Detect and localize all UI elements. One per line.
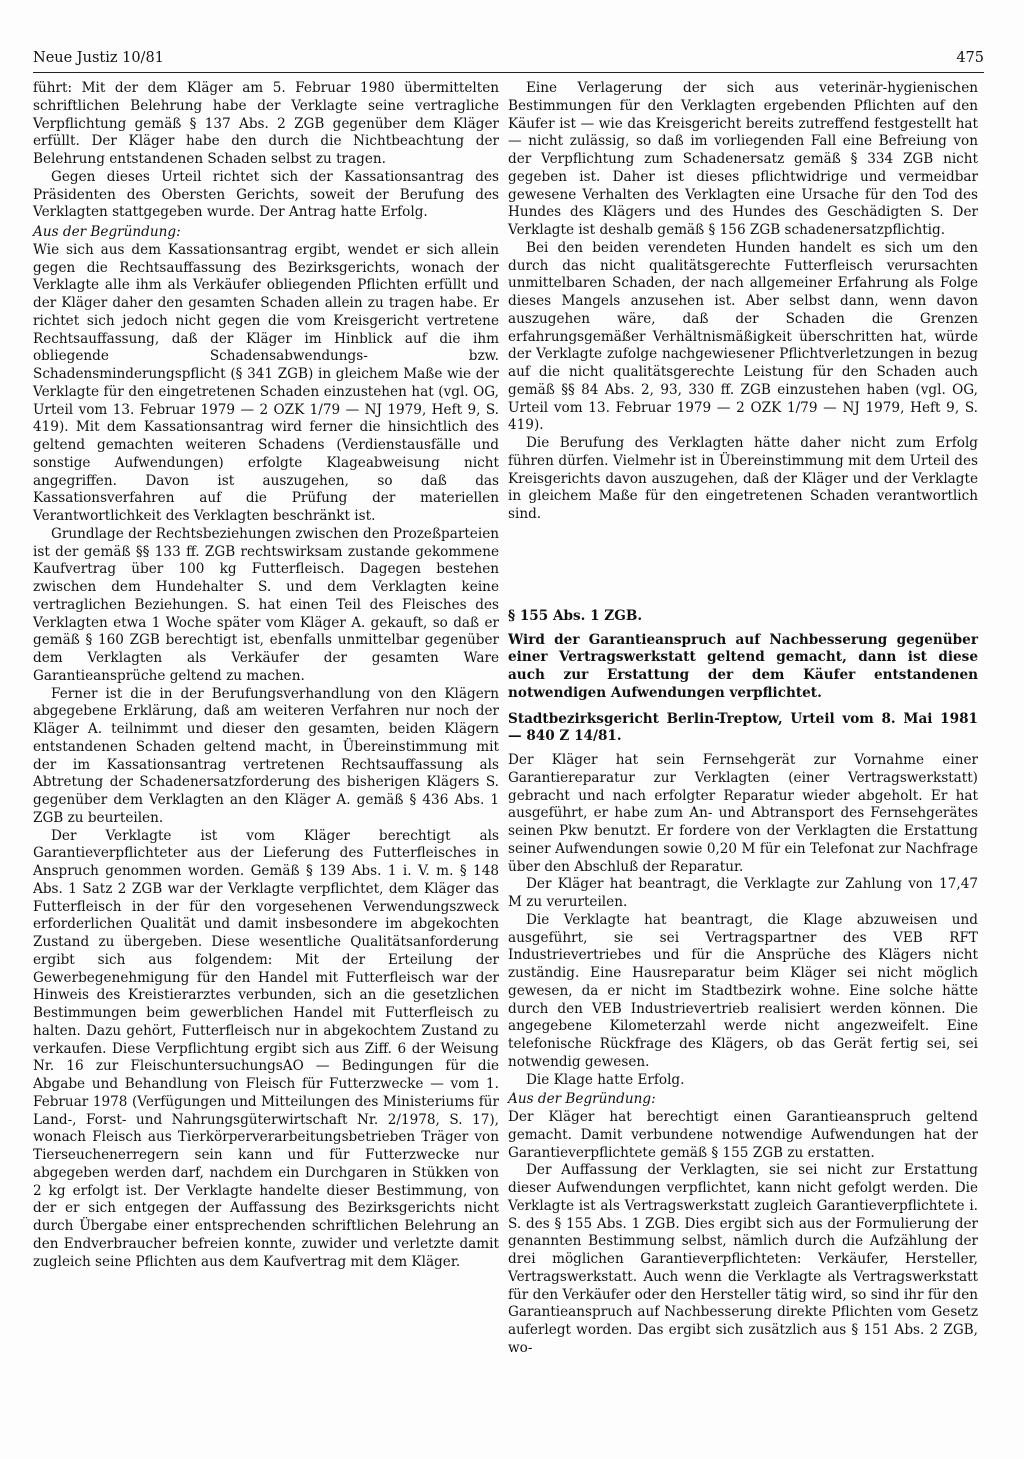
paragraph: Der Auffassung der Verklagten, sie sei nicht zur Erstattung dieser Aufwendungen verpflichtet, kann nicht gefolgt werden. Die Verklagte ist als Vertragswerkstatt zugleich Garantieverpflichtete i. S. des § 155 Abs. 1 ZGB. Dies ergibt sich aus der Formulierung der genannten Bestimmung selbst, nämlich durch die Aufzählung der drei möglichen Garantieverpflichteten: Verkäufer, Hersteller, Vertragswerkstatt. Auch wenn die Verklagte als Vertragswerkstatt für den Verkäufer oder den Hersteller tätig wird, so sind ihr für den Garantieanspruch auf Nachbesserung direkte Pflichten vom Gesetz auferlegt worden. Das ergibt sich zusätzlich aus § 151 Abs. 2 ZGB, wo- xyxy=(508,1162,978,1356)
paragraph: Gegen dieses Urteil richtet sich der Kassationsantrag des Präsidenten des Obersten Gerichts, soweit der Berufung des Verklagten stattgegeben wurde. Der Antrag hatte Erfolg. xyxy=(33,168,499,221)
paragraph: Der Kläger hat berechtigt einen Garantieanspruch geltend gemacht. Damit verbundene notwendige Aufwendungen hat der Garantieverpflichtete gemäß § 155 ZGB zu erstatten. xyxy=(508,1109,978,1161)
paragraph: Eine Verlagerung der sich aus veterinär-hygienischen Bestimmungen für den Verklagten ergebenden Pflichten auf den Käufer ist — wie das Kreisgericht bereits zutreffend festgestellt hat — nicht zulässig, so daß im vorliegenden Fall eine Befreiung von der Verpflichtung zum Schadenersatz gemäß § 334 ZGB nicht gegeben ist. Daher ist dieses pflichtwidrige und vermeidbar gewesene Verhalten des Verklagten eine Ursache für den Tod des Hundes des Klägers und des Hundes des Geschädigten S. Der Verklagte ist deshalb gemäß § 156 ZGB schadenersatzpflichtig. xyxy=(508,80,978,238)
right-column xyxy=(508,80,978,1358)
court-citation: Stadtbezirksgericht Berlin-Treptow, Urteil vom 8. Mai 1981 — 840 Z 14/81. xyxy=(508,710,978,745)
headnote: Wird der Garantieanspruch auf Nachbesserung gegenüber einer Vertragswerkstatt geltend gemacht, dann ist diese auch zur Erstattung der dem Käufer entstandenen notwendigen Aufwendungen verpflichtet. xyxy=(508,631,978,701)
paragraph: Der Kläger hat sein Fernsehgerät zur Vornahme einer Garantiereparatur zur Verklagten (einer Vertragswerkstatt) gebracht und nach erfolgter Reparatur wieder abgeholt. Er hat ausgeführt, er habe zum An- und Abtransport des Fernsehgerätes seinen Pkw benutzt. Er fordere von der Verklagten die Erstattung seiner Aufwendungen sowie 0,20 M für ein Telefonat zur Nachfrage über den Abschluß der Reparatur. xyxy=(508,752,978,875)
paragraph: Wie sich aus dem Kassationsantrag ergibt, wendet er sich allein gegen die Rechtsauffassung des Bezirksgerichts, wonach der Verklagte alle ihm als Verkäufer obliegenden Pflichten erfüllt und der Kläger daher den gesamten Schaden allein zu tragen habe. Er richtet sich jedoch nicht gegen die vom Kreisgericht vertretene Rechtsauffassung, daß der Kläger im Hinblick auf die ihm obliegende Schadensabwendungs- bzw. Schadensminderungspflicht (§ 341 ZGB) in gleichem Maße wie der Verklagte für den eingetretenen Schaden einzustehen hat (vgl. OG, Urteil vom 13. Februar 1979 — 2 OZK 1/79 — NJ 1979, Heft 9, S. 419). Mit dem Kassationsantrag wird ferner die hinsichtlich des geltend gemachten weiteren Schadens (Verdienstausfälle und sonstige Aufwendungen) erfolgte Klageabweisung nicht angegriffen. Davon ist auszugehen, so daß das Kassationsverfahren auf die Prüfung der materiellen Verantwortlichkeit des Verklagten beschränkt ist. xyxy=(33,241,499,524)
paragraph: Ferner ist die in der Berufungsverhandlung von den Klägern abgegebene Erklärung, daß am weiteren Verfahren nur noch der Kläger A. teilnimmt und dieser den gesamten, beiden Klägern entstandenen Schaden geltend macht, in Übereinstimmung mit der im Kassationsantrag vertretenen Rechtsauffassung als Abtretung der Schadenersatzforderung des bisherigen Klägers S. gegenüber dem Verklagten an den Kläger A. gemäß § 436 Abs. 1 ZGB zu beurteilen. xyxy=(33,685,499,826)
page-number: 475 xyxy=(956,50,984,66)
paragraph: führt: Mit der dem Kläger am 5. Februar 1980 übermittelten schriftlichen Belehrung habe der Verklagte seine vertragliche Verpflichtung gemäß § 137 Abs. 2 ZGB gegenüber dem Kläger erfüllt. Der Kläger habe den durch die Nichtbeachtung der Belehrung entstandenen Schaden selbst zu tragen. xyxy=(33,80,499,167)
journal-title: Neue Justiz 10/81 xyxy=(33,50,164,66)
paragraph: Der Kläger hat beantragt, die Verklagte zur Zahlung von 17,47 M zu verurteilen. xyxy=(508,876,978,910)
paragraph: Grundlage der Rechtsbeziehungen zwischen den Prozeßparteien ist der gemäß §§ 133 ff. ZGB rechtswirksam zustande gekommene Kaufvertrag über 100 kg Futterfleisch. Dagegen bestehen zwischen dem Hundehalter S. und dem Verklagten keine vertraglichen Beziehungen. S. hat einen Teil des Fleisches des Verklagten etwa 1 Woche später vom Kläger A. gekauft, so daß er gemäß § 160 ZGB berechtigt ist, ebenfalls unmittelbar gegenüber dem Verklagten als Verkäufer der gesamten Ware Garantieansprüche geltend zu machen. xyxy=(33,525,499,684)
paragraph: Der Verklagte ist vom Kläger berechtigt als Garantieverpflichteter aus der Lieferung des Futterfleisches in Anspruch genommen worden. Gemäß § 139 Abs. 1 i. V. m. § 148 Abs. 1 Satz 2 ZGB war der Verklagte verpflichtet, dem Kläger das Futterfleisch in der für den vorgesehenen Verwendungszweck erforderlichen Qualität und damit insbesondere im abgekochten Zustand zu übergeben. Diese wesentliche Qualitätsanforderung ergibt sich aus folgendem: Mit der Erteilung der Gewerbegenehmigung für den Handel mit Futterfleisch war der Hinweis des Kreistierarztes verbunden, sich an die gesetzlichen Bestimmungen beim gewerblichen Handel mit Futterfleisch zu halten. Dazu gehört, Futterfleisch nur in abgekochtem Zustand zu verkaufen. Diese Verpflichtung ergibt sich aus Ziff. 6 der Weisung Nr. 16 zur FleischuntersuchungsAO — Bedingungen für die Abgabe und Behandlung von Fleisch für Futterzwecke — vom 1. Februar 1978 (Verfügungen und Mitteilungen des Ministeriums für Land-, Forst- und Nahrungsgüterwirtschaft Nr. 2/1978, S. 17), wonach Fleisch aus Tierkörperverarbeitungsbetrieben Träger von Tierseuchenerregern sein kann und für Futterzwecke nur abgegeben werden darf, nachdem ein Durchgaren in Stükken von 2 kg erfolgt ist. Der Verklagte handelte dieser Bestimmung, von der er sich entgegen der Auffassung des Bezirksgerichts nicht durch Übergabe einer entsprechenden schriftlichen Belehrung an den Endverbraucher befreien konnte, zuwider und verletzte damit zugleich seine Pflichten aus dem Kaufvertrag mit dem Kläger. xyxy=(33,827,499,1270)
paragraph: Bei den beiden verendeten Hunden handelt es sich um den durch das nicht qualitätsgerechte Futterfleisch verursachten unmittelbaren Schaden, der nach allgemeiner Erfahrung als Folge dieses Mangels anzusehen ist. Aber selbst dann, wenn davon auszugehen wäre, daß der Schaden die Grenzen erfahrungsgemäßer Verhältnismäßigkeit überschritten hat, würde der Verklagte zufolge nachgewiesener Pflichtverletzungen in bezug auf die nicht qualitätsgerechte Leistung für den Schaden auch gemäß §§ 84 Abs. 2, 93, 330 ff. ZGB einzustehen haben (vgl. OG, Urteil vom 13. Februar 1979 — 2 OZK 1/79 — NJ 1979, Heft 9, S. 419). xyxy=(508,239,978,434)
page-header xyxy=(33,46,984,73)
paragraph: Die Berufung des Verklagten hätte daher nicht zum Erfolg führen dürfen. Vielmehr ist in Übereinstimmung mit dem Urteil des Kreisgerichts davon auszugehen, daß der Kläger und der Verklagte in gleichem Maße für den eingetretenen Schaden verantwortlich sind. xyxy=(508,435,978,522)
section-subheading: Aus der Begründung: xyxy=(33,224,181,240)
section-subheading: Aus der Begründung: xyxy=(508,1091,656,1108)
statute-reference: § 155 Abs. 1 ZGB. xyxy=(508,607,643,624)
paragraph: Die Klage hatte Erfolg. xyxy=(526,1071,685,1088)
left-column xyxy=(33,80,499,1271)
paragraph: Die Verklagte hat beantragt, die Klage abzuweisen und ausgeführt, sie sei Vertragspartner des VEB RFT Industrievertriebes und für die Ansprüche des Klägers nicht zuständig. Eine Hausreparatur beim Kläger sei nicht möglich gewesen, da er nicht im Stadtbezirk wohne. Eine solche hätte durch den VEB Industrievertrieb realisiert werden können. Die angegebene Kilometerzahl werde nicht angezweifelt. Eine telefonische Rückfrage des Klägers, ob das Gerät fertig sei, sei notwendig gewesen. xyxy=(508,911,978,1070)
